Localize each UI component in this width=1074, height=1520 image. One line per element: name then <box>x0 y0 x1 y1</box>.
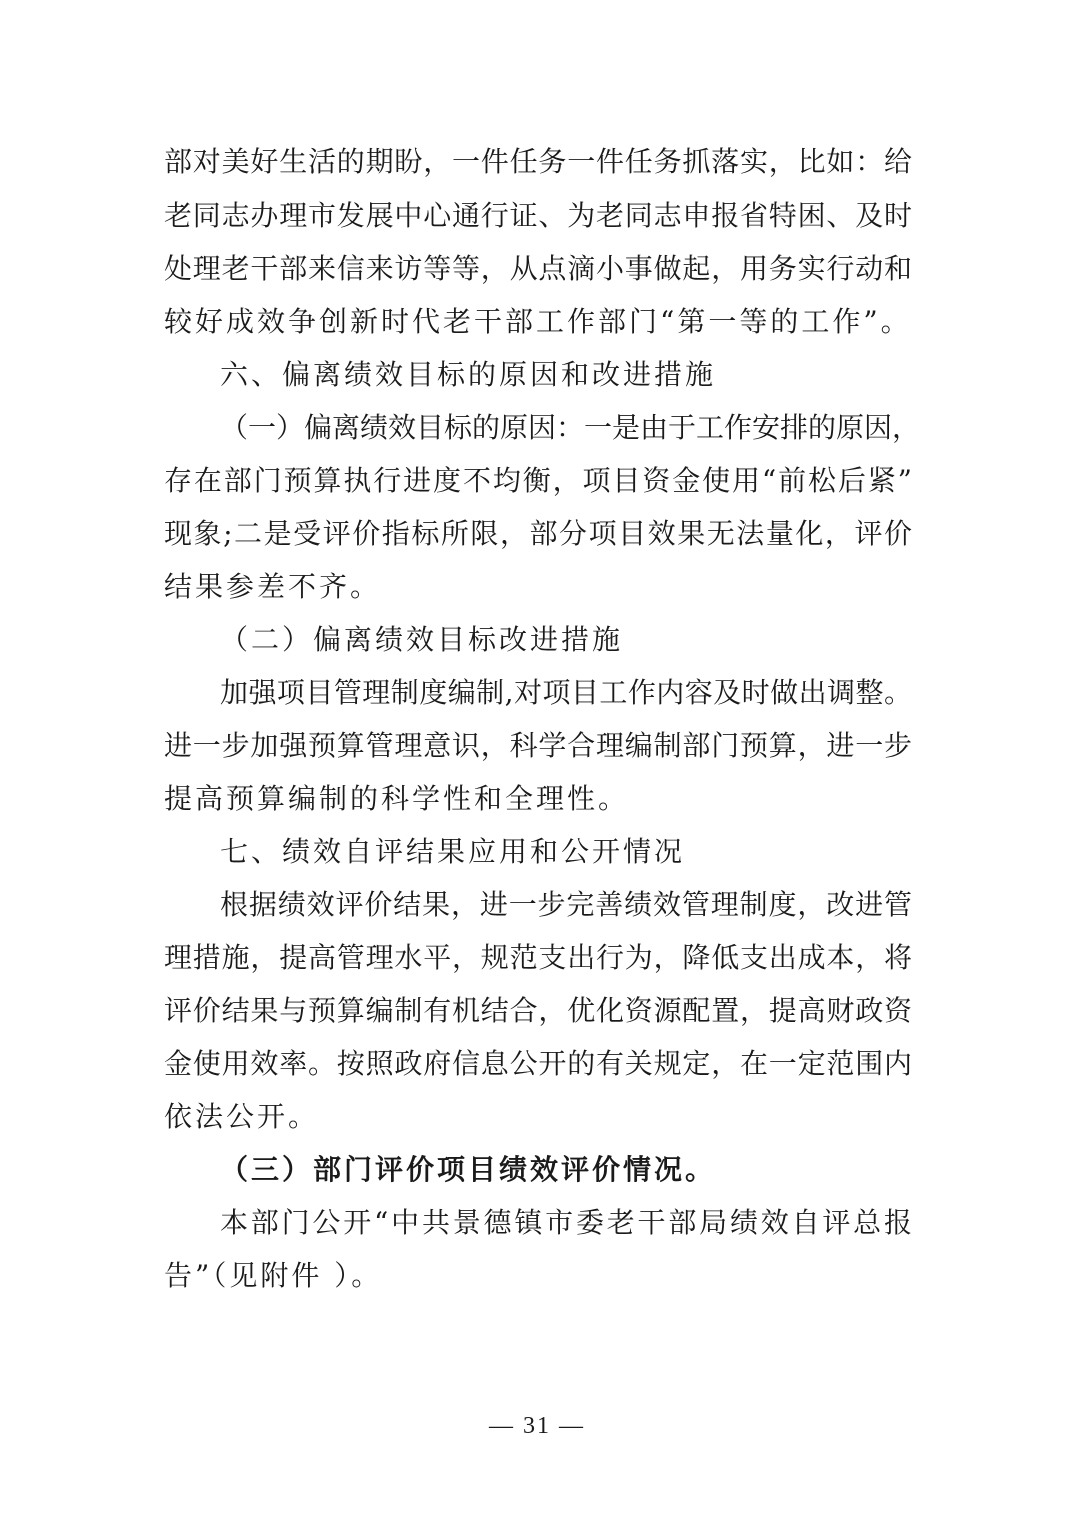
subsection-heading: （二）偏离绩效目标改进措施 <box>220 623 624 656</box>
body-text-line: 理措施，提高管理水平，规范支出行为，降低支出成本，将 <box>164 941 912 974</box>
body-text-line: 存在部门预算执行进度不均衡，项目资金使用“前松后紧” <box>164 464 912 497</box>
body-text-line: 根据绩效评价结果，进一步完善绩效管理制度，改进管 <box>220 888 912 921</box>
body-text-line: 提高预算编制的科学性和全理性。 <box>164 782 630 815</box>
body-text-line: 较好成效争创新时代老干部工作部门“第一等的工作”。 <box>164 305 912 338</box>
subsection-heading: （一）偏离绩效目标的原因：一是由于工作安排的原因， <box>220 411 921 444</box>
body-text-line: 评价结果与预算编制有机结合，优化资源配置，提高财政资 <box>164 994 912 1027</box>
body-text-line: 告”（见附件 ）。 <box>164 1259 383 1292</box>
body-text-line: 金使用效率。按照政府信息公开的有关规定，在一定范围内 <box>164 1047 912 1080</box>
body-text-line: 结果参差不齐。 <box>164 570 382 603</box>
bold-subsection-heading: （三）部门评价项目绩效评价情况。 <box>220 1153 717 1186</box>
body-text-line: 本部门公开“中共景德镇市委老干部局绩效自评总报 <box>220 1206 912 1239</box>
section-heading: 六、偏离绩效目标的原因和改进措施 <box>220 358 717 391</box>
body-text-line: 依法公开。 <box>164 1100 320 1133</box>
page-number: — 31 — <box>489 1413 585 1439</box>
body-text-line: 部对美好生活的期盼，一件任务一件任务抓落实，比如：给 <box>164 145 912 178</box>
body-text-line: 进一步加强预算管理意识，科学合理编制部门预算，进一步 <box>164 729 912 762</box>
body-text-line: 处理老干部来信来访等等，从点滴小事做起，用务实行动和 <box>164 252 912 285</box>
body-text-line: 老同志办理市发展中心通行证、为老同志申报省特困、及时 <box>164 199 912 232</box>
body-text-line: 现象;二是受评价指标所限，部分项目效果无法量化，评价 <box>164 517 912 550</box>
section-heading: 七、绩效自评结果应用和公开情况 <box>220 835 686 868</box>
body-text-line: 加强项目管理制度编制,对项目工作内容及时做出调整。 <box>220 676 912 709</box>
